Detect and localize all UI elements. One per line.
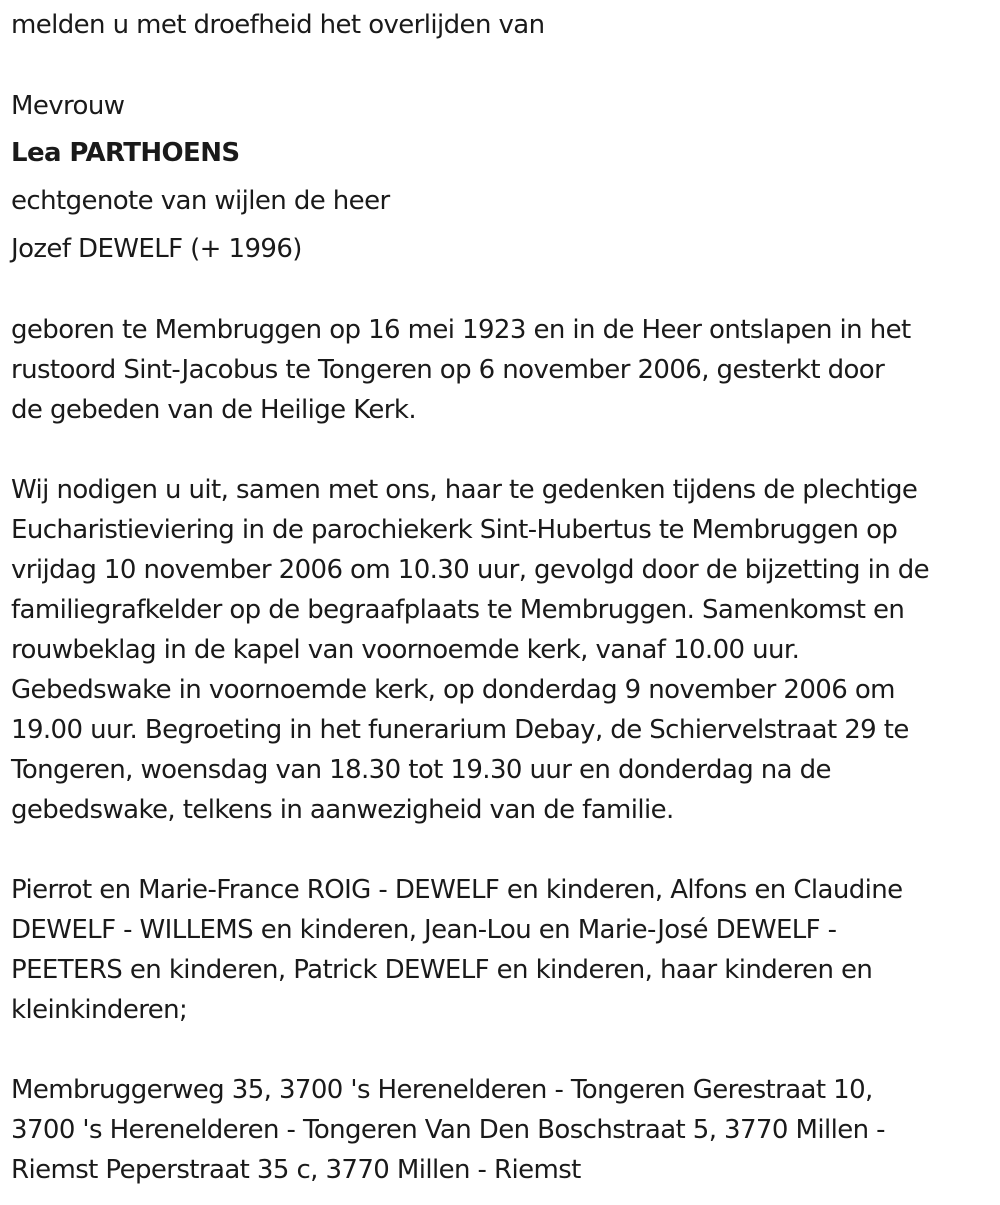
spouse-relation: echtgenote van wijlen de heer bbox=[11, 186, 390, 216]
intro-text: melden u met droefheid het overlijden van bbox=[11, 10, 545, 40]
paragraph-line: vrijdag 10 november 2006 om 10.30 uur, gevolgd door de bijzetting in de bbox=[11, 555, 930, 585]
paragraph-line: Gebedswake in voornoemde kerk, op donderdag 9 november 2006 om bbox=[11, 675, 895, 705]
paragraph-line: Riemst Peperstraat 35 c, 3770 Millen - Riemst bbox=[11, 1155, 581, 1185]
address-paragraph bbox=[11, 1070, 991, 1190]
paragraph-line: DEWELF - WILLEMS en kinderen, Jean-Lou en Marie-José DEWELF - bbox=[11, 915, 837, 945]
paragraph-line: familiegrafkelder op de begraafplaats te Membruggen. Samenkomst en bbox=[11, 595, 905, 625]
paragraph-line: geboren te Membruggen op 16 mei 1923 en in de Heer ontslapen in het bbox=[11, 315, 911, 345]
paragraph-line: Eucharistieviering in de parochiekerk Sint-Hubertus te Membruggen op bbox=[11, 515, 898, 545]
paragraph-line: Tongeren, woensdag van 18.30 tot 19.30 uur en donderdag na de bbox=[11, 755, 831, 785]
family-paragraph bbox=[11, 870, 991, 1030]
invitation-paragraph bbox=[11, 470, 991, 830]
paragraph-line: rouwbeklag in de kapel van voornoemde kerk, vanaf 10.00 uur. bbox=[11, 635, 800, 665]
paragraph-line: Pierrot en Marie-France ROIG - DEWELF en kinderen, Alfons en Claudine bbox=[11, 875, 903, 905]
paragraph-line: PEETERS en kinderen, Patrick DEWELF en kinderen, haar kinderen en bbox=[11, 955, 873, 985]
paragraph-line: 19.00 uur. Begroeting in het funerarium Debay, de Schiervelstraat 29 te bbox=[11, 715, 909, 745]
paragraph-line: kleinkinderen; bbox=[11, 995, 188, 1025]
paragraph-line: Membruggerweg 35, 3700 's Herenelderen - Tongeren Gerestraat 10, bbox=[11, 1075, 873, 1105]
paragraph-line: 3700 's Herenelderen - Tongeren Van Den Boschstraat 5, 3770 Millen - bbox=[11, 1115, 885, 1145]
paragraph-line: de gebeden van de Heilige Kerk. bbox=[11, 395, 416, 425]
paragraph-line: Wij nodigen u uit, samen met ons, haar te gedenken tijdens de plechtige bbox=[11, 475, 918, 505]
spouse-name: Jozef DEWELF (+ 1996) bbox=[11, 234, 302, 264]
birth-death-paragraph bbox=[11, 310, 991, 430]
paragraph-line: gebedswake, telkens in aanwezigheid van de familie. bbox=[11, 795, 674, 825]
honorific-title: Mevrouw bbox=[11, 91, 125, 121]
paragraph-line: rustoord Sint-Jacobus te Tongeren op 6 november 2006, gesterkt door bbox=[11, 355, 885, 385]
deceased-name: Lea PARTHOENS bbox=[11, 138, 240, 168]
